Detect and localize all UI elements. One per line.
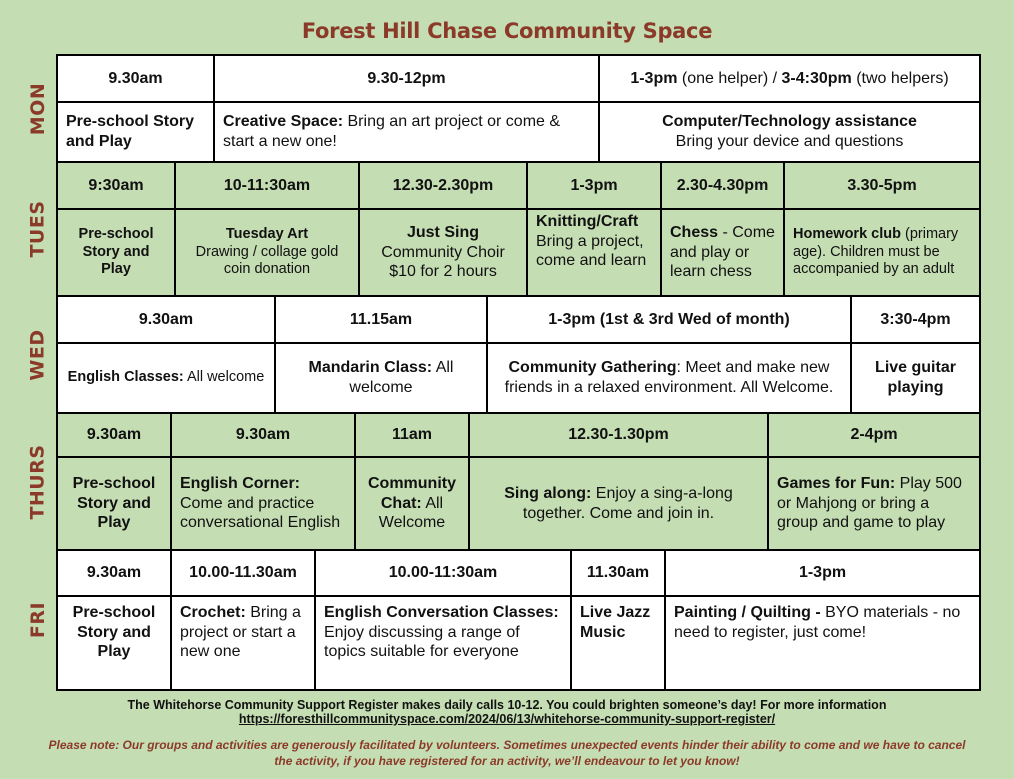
fri-time-3: 10.00-11:30am <box>316 551 570 595</box>
schedule-fri <box>56 549 981 691</box>
thurs-time-2: 9.30am <box>172 414 354 456</box>
schedule-mon <box>56 54 981 163</box>
tues-activity-knitting: Knitting/Craft Bring a project, come and learn <box>528 210 660 295</box>
tues-activity-homework: Homework club (primary age). Children must be accompanied by an adult <box>785 210 979 295</box>
page-title: Forest Hill Chase Community Space <box>301 19 713 43</box>
fri-time-2: 10.00-11.30am <box>172 551 314 595</box>
fri-activity-live-jazz: Live Jazz Music <box>572 597 664 689</box>
day-label-mon: MON <box>27 82 49 135</box>
wed-time-4: 3:30-4pm <box>852 297 979 342</box>
footer-link[interactable]: https://foresthillcommunityspace.com/2024/06/13/whitehorse-community-support-register/ <box>238 712 776 726</box>
wed-time-3: 1-3pm (1st & 3rd Wed of month) <box>488 297 850 342</box>
wed-activity-live-guitar: Live guitar playing <box>852 344 979 412</box>
wed-activity-english: English Classes: All welcome <box>58 344 274 412</box>
thurs-time-5: 2-4pm <box>769 414 979 456</box>
day-label-tues: TUES <box>27 200 49 258</box>
thurs-time-1: 9.30am <box>58 414 170 456</box>
mon-time-3: 1-3pm (one helper) / 3-4:30pm (two helpers) <box>600 56 979 101</box>
tues-activity-preschool: Pre-school Story and Play <box>58 210 174 295</box>
fri-activity-crochet: Crochet: Bring a project or start a new one <box>172 597 314 689</box>
day-label-thurs: THURS <box>27 443 50 520</box>
tues-time-4: 1-3pm <box>528 163 660 208</box>
mon-activity-creative-space: Creative Space: Bring an art project or come & start a new one! <box>215 103 598 161</box>
day-label-fri: FRI <box>27 601 49 639</box>
fri-activity-english-conversation: English Conversation Classes: Enjoy discussing a range of topics suitable for everyone <box>316 597 570 689</box>
fri-activity-painting: Painting / Quilting - BYO materials - no need to register, just come! <box>666 597 979 689</box>
mon-time-1: 9.30am <box>58 56 213 101</box>
tues-time-5: 2.30-4.30pm <box>662 163 783 208</box>
fri-time-5: 1-3pm <box>666 551 979 595</box>
wed-activity-community-gathering: Community Gathering: Meet and make new friends in a relaxed environment. All Welcome. <box>488 344 850 412</box>
thurs-activity-preschool: Pre-school Story and Play <box>58 458 170 549</box>
tues-activity-art: Tuesday Art Drawing / collage gold coin donation <box>176 210 358 295</box>
tues-activity-chess: Chess - Come and play or learn chess <box>662 210 783 295</box>
tues-activity-just-sing: Just Sing Community Choir $10 for 2 hours <box>360 210 526 295</box>
thurs-activity-sing-along: Sing along: Enjoy a sing-a-long together. Come and join in. <box>470 458 767 549</box>
wed-time-2: 11.15am <box>276 297 486 342</box>
tues-time-3: 12.30-2.30pm <box>360 163 526 208</box>
mon-time-2: 9.30-12pm <box>215 56 598 101</box>
tues-time-1: 9:30am <box>58 163 174 208</box>
footer-support-register <box>0 698 1014 726</box>
thurs-activity-community-chat: Community Chat: All Welcome <box>356 458 468 549</box>
fri-time-1: 9.30am <box>58 551 170 595</box>
thurs-activity-english-corner: English Corner: Come and practice conversational English <box>172 458 354 549</box>
tues-time-2: 10-11:30am <box>176 163 358 208</box>
fri-activity-preschool: Pre-school Story and Play <box>58 597 170 689</box>
thurs-time-3: 11am <box>356 414 468 456</box>
fri-time-4: 11.30am <box>572 551 664 595</box>
thurs-activity-games: Games for Fun: Play 500 or Mahjong or bring a group and game to play <box>769 458 979 549</box>
wed-activity-mandarin: Mandarin Class: All welcome <box>276 344 486 412</box>
thurs-time-4: 12.30-1.30pm <box>470 414 767 456</box>
schedule-wed <box>56 295 981 414</box>
schedule-tues <box>56 161 981 297</box>
footer-text: The Whitehorse Community Support Register makes daily calls 10-12. You could brighten someone’s day! For more information <box>127 698 887 712</box>
volunteer-note: Please note: Our groups and activities are generously facilitated by volunteers. Sometimes unexpected events hinder their ability to come and we have to cancel the activity, if you have registered for an activity, we’ll endeavour to let you know! <box>48 738 966 768</box>
day-label-wed: WED <box>27 328 49 381</box>
schedule-thurs <box>56 412 981 551</box>
tues-time-6: 3.30-5pm <box>785 163 979 208</box>
wed-time-1: 9.30am <box>58 297 274 342</box>
mon-activity-computer: Computer/Technology assistance Bring your device and questions <box>600 103 979 161</box>
mon-activity-preschool: Pre-school Story and Play <box>58 103 213 161</box>
